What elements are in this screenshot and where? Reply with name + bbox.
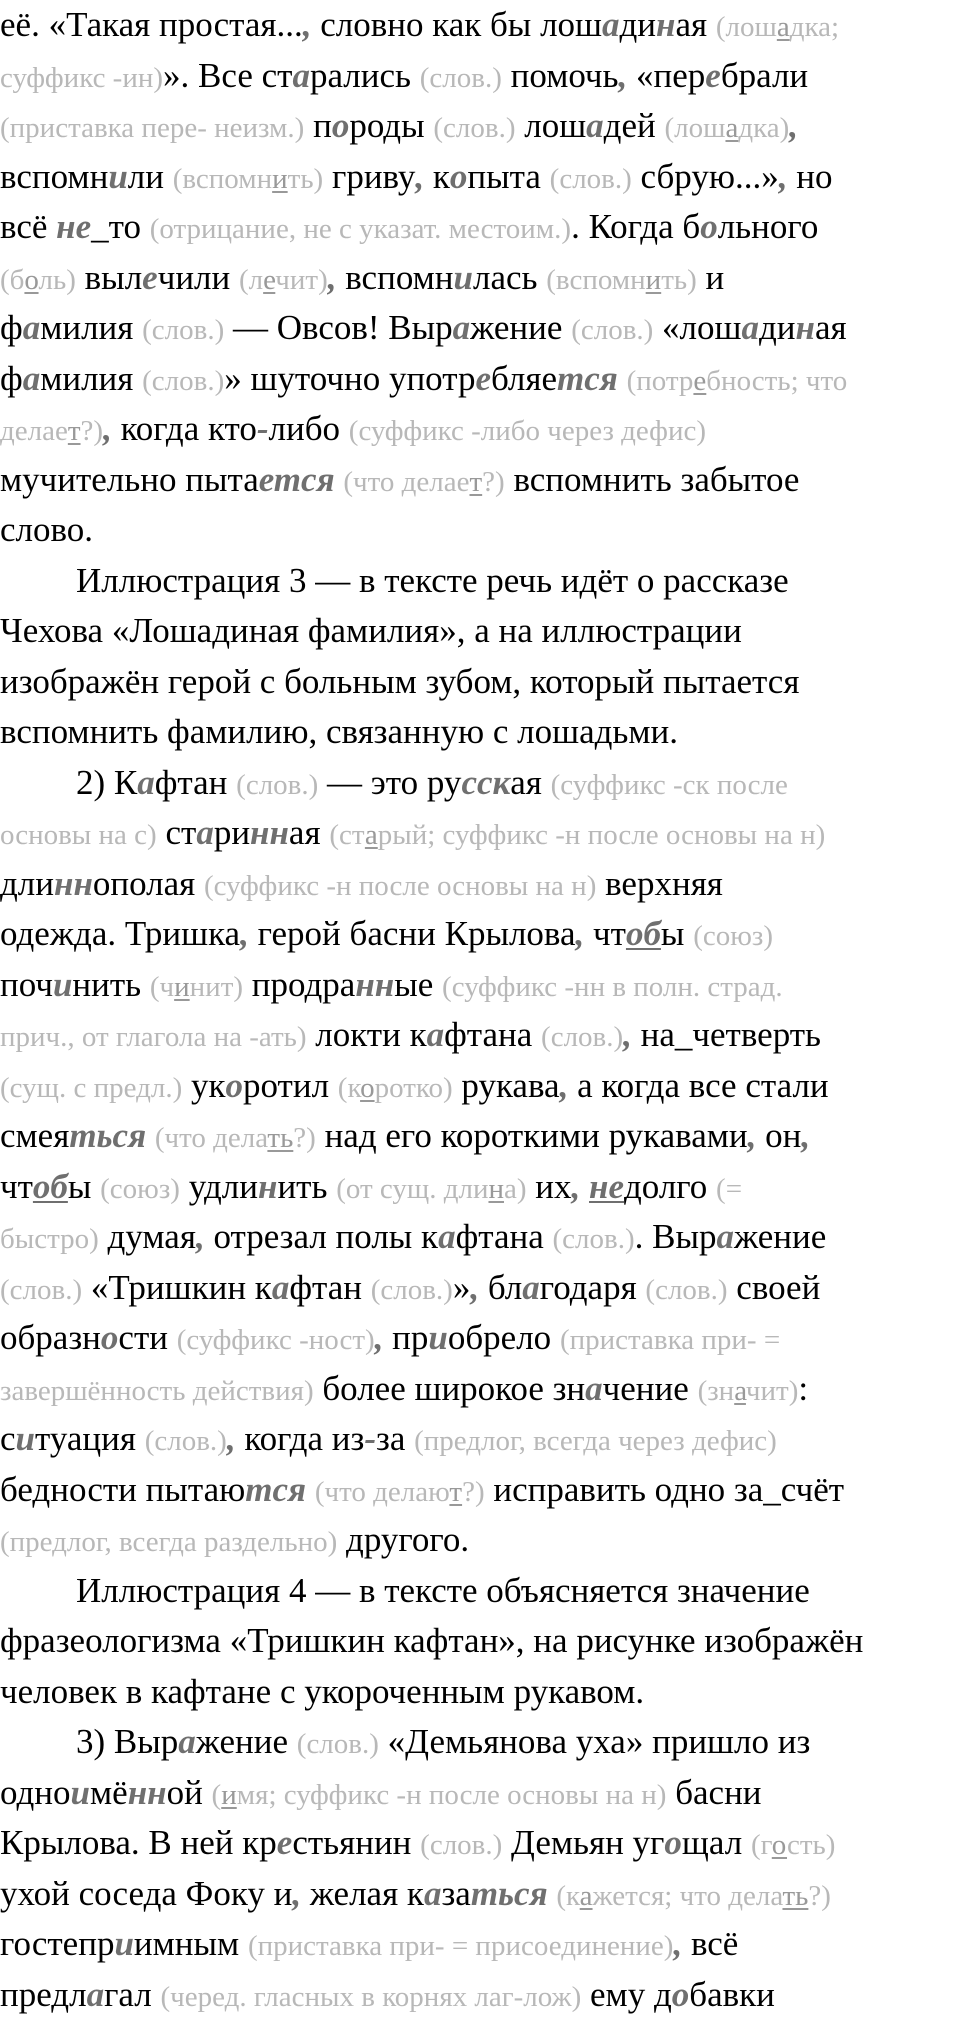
text-line: (слов.) «Тришкин кафтан (слов.)», благодаря (слов.) своей xyxy=(0,1267,821,1307)
text-line: Крылова. В ней крестьянин (слов.) Демьян угощал (гость) xyxy=(0,1823,836,1862)
text-line: (боль) вылечили (лечит), вспомнилась (вспомнить) и xyxy=(0,257,725,297)
text-line: гостеприимным (приставка при- = присоединение), всё xyxy=(0,1924,739,1963)
text-line: её. «Такая простая..., словно как бы лошадиная (лошадка; xyxy=(0,5,840,44)
text-line: 3) Выражение (слов.) «Демьянова уха» пришло из xyxy=(76,1722,811,1761)
text-line: предлагал (черед. гласных в корнях лаг-лож) ему добавки xyxy=(0,1974,775,2014)
text-line: делает?), когда кто-либо (суффикс -либо через дефис) xyxy=(0,409,707,448)
text-line: чтобы (союз) удлинить (от сущ. длина) их, недолго (= xyxy=(0,1166,743,1206)
text-line: завершённость действия) более широкое значение (значит): xyxy=(0,1368,809,1408)
text-line: одежда. Тришка, герой басни Крылова, чтобы (союз) xyxy=(0,914,773,953)
text-line: длиннополая (суффикс -н после основы на н) верхняя xyxy=(0,863,723,903)
text-line: образности (суффикс -ност), приобрело (приставка при- = xyxy=(0,1318,781,1357)
text-line: мучительно пытается (что делает?) вспомнить забытое xyxy=(0,459,800,499)
text-line: фамилия (слов.) — Овсов! Выражение (слов.) «лошадиная xyxy=(0,308,847,347)
text-line: вспомнить фамилию, связанную с лошадьми. xyxy=(0,712,679,751)
text-line: ситуация (слов.), когда из-за (предлог, всегда через дефис) xyxy=(0,1419,777,1458)
text-line: быстро) думая, отрезал полы кафтана (слов.). Выражение xyxy=(0,1217,827,1256)
text-line: суффикс -ин)». Все старались (слов.) помочь, «перебрали xyxy=(0,55,809,95)
text-line: одноимённой (имя; суффикс -н после основы на н) басни xyxy=(0,1772,762,1812)
text-line: починить (чинит) продранные (суффикс -нн в полн. страд. xyxy=(0,964,783,1004)
text-line: 2) Кафтан (слов.) — это русская (суффикс -ск после xyxy=(76,762,788,802)
text-line: вспомнили (вспомнить) гриву, копыта (слов.) сбрую...», но xyxy=(0,156,833,196)
text-line: (предлог, всегда раздельно) другого. xyxy=(0,1520,470,1559)
text-line: (приставка пере- неизм.) породы (слов.) лошадей (лошадка), xyxy=(0,106,799,145)
text-line: изображён герой с больным зубом, который пытается xyxy=(0,661,800,701)
text-line: (сущ. с предл.) укоротил (коротко) рукава, а когда все стали xyxy=(0,1065,829,1105)
text-line: фразеологизма «Тришкин кафтан», на рисунке изображён xyxy=(0,1621,864,1660)
text-line: человек в кафтане с укороченным рукавом. xyxy=(0,1671,645,1711)
text-line: Чехова «Лошадиная фамилия», а на иллюстрации xyxy=(0,611,742,650)
text-line: прич., от глагола на -ать) локти кафтана (слов.), на_четверть xyxy=(0,1015,822,1054)
text-line: основы на с) старинная (старый; суффикс -н после основы на н) xyxy=(0,813,826,852)
text-line: смеяться (что делать?) над его короткими рукавами, он, xyxy=(0,1116,811,1155)
text-line: слово. xyxy=(0,510,94,549)
text-line: бедности пытаются (что делают?) исправить одно за_счёт xyxy=(0,1469,845,1509)
text-line: ухой соседа Фоку и, желая казаться (кажется; что делать?) xyxy=(0,1873,831,1913)
text-line: Иллюстрация 4 — в тексте объясняется значение xyxy=(76,1570,810,1610)
text-line: Иллюстрация 3 — в тексте речь идёт о рассказе xyxy=(76,560,789,600)
text-line: всё не_то (отрицание, не с указат. местоим.). Когда больного xyxy=(0,207,819,246)
text-line: фамилия (слов.)» шуточно употребляется (потребность; что xyxy=(0,358,848,398)
